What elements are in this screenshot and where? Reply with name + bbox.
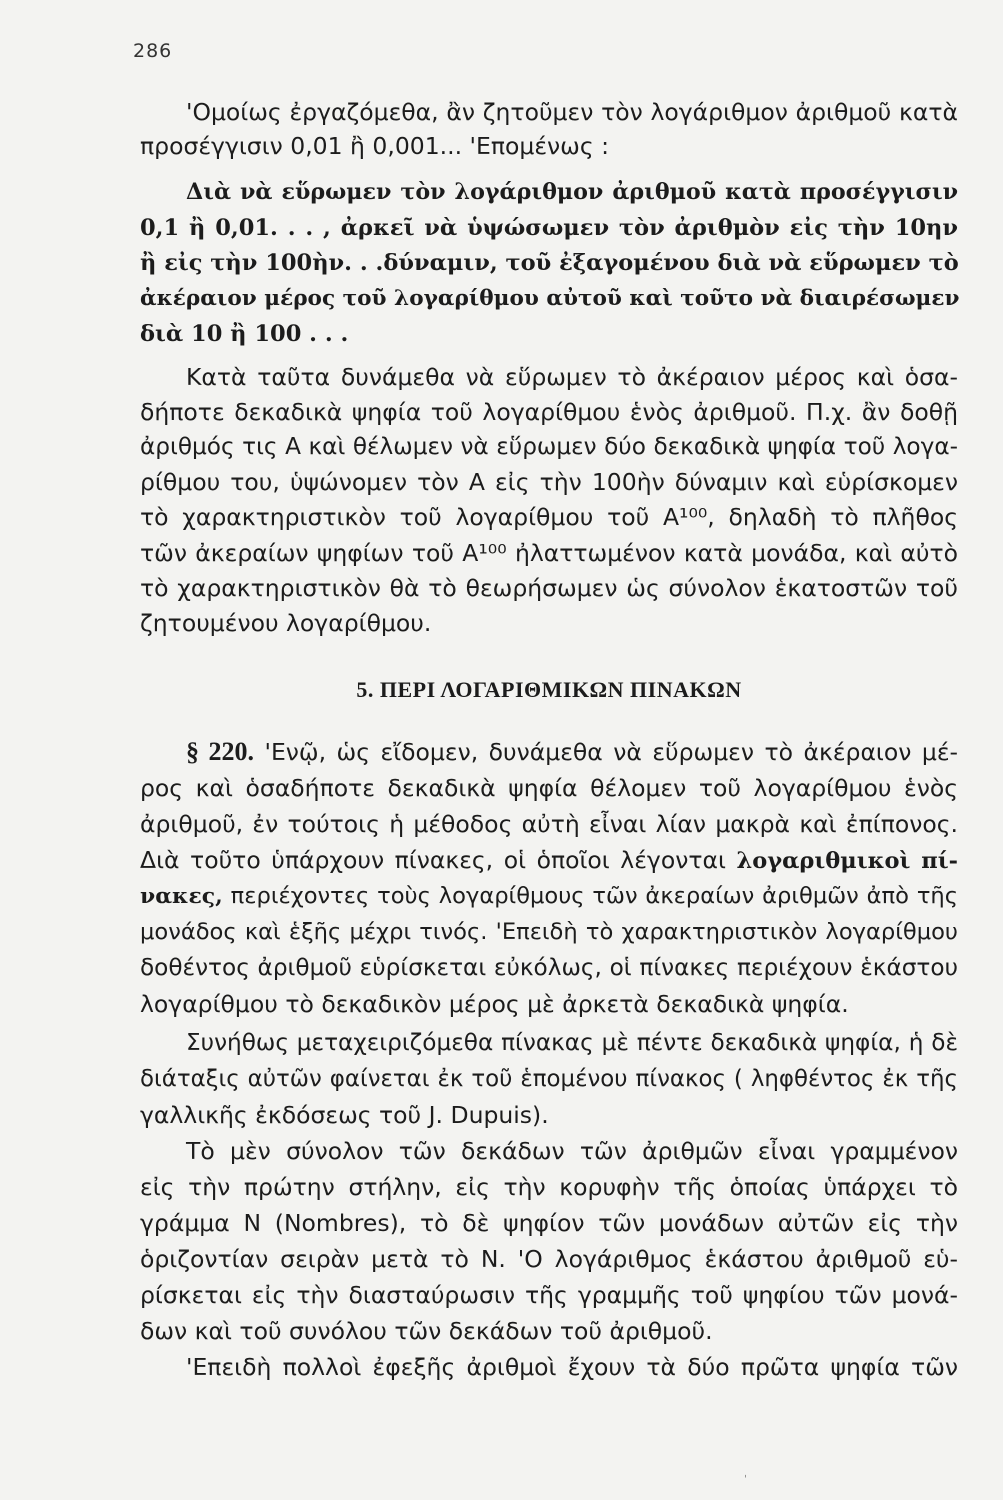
text-span: Διὰ τοῦτο ὑπάρχουν πίνακες, οἱ ὁποῖοι λέγονται — [140, 846, 726, 874]
text-line: γαλλικῆς ἐκδόσεως τοῦ J. Dupuis). — [140, 1101, 549, 1129]
text-line: τὸ χαρακτηριστικὸν τοῦ λογαρίθμου τοῦ Α¹⁰⁰, δηλαδὴ τὸ πλῆθος — [140, 503, 958, 531]
text-line: γράμμα Ν (Nombres), τὸ δὲ ψηφίον τῶν μονάδων αὐτῶν εἰς τὴν — [140, 1209, 958, 1237]
text-line: τὸ χαρακτηριστικὸν θὰ τὸ θεωρήσωμεν ὡς σύνολον ἑκατοστῶν τοῦ — [140, 574, 958, 602]
text-line: Κατὰ ταῦτα δυνάμεθα νὰ εὕρωμεν τὸ ἀκέραιον μέρος καὶ ὁσα- — [186, 363, 958, 391]
text-line: ρος καὶ ὁσαδήποτε δεκαδικὰ ψηφία θέλομεν τοῦ λογαρίθμου ἑνὸς — [140, 774, 958, 802]
rule-line: διὰ 10 ἢ 100 . . . — [140, 321, 349, 347]
text-line: Συνήθως μεταχειριζόμεθα πίνακας μὲ πέντε δεκαδικὰ ψηφία, ἡ δὲ — [186, 1029, 958, 1056]
text-line: δοθέντος ἀριθμοῦ εὑρίσκεται εὐκόλως, οἱ πίνακες περιέχουν ἑκάστου — [140, 954, 958, 981]
text-line: ὁριζοντίαν σειρὰν μετὰ τὸ Ν. 'Ο λογάριθμος ἑκάστου ἀριθμοῦ εὑ- — [140, 1245, 958, 1273]
text-line — [140, 881, 958, 911]
text-line: ἀριθμός τις Α καὶ θέλωμεν νὰ εὕρωμεν δύο δεκαδικὰ ψηφία τοῦ λογα- — [140, 433, 958, 460]
text-line: μονάδος καὶ ἑξῆς μέχρι τινός. 'Επειδὴ τὸ χαρακτηριστικὸν λογαρίθμου — [140, 919, 958, 945]
text-line: Τὸ μὲν σύνολον τῶν δεκάδων τῶν ἀριθμῶν εἶναι γραμμένον — [186, 1137, 958, 1165]
section-first-line — [140, 737, 958, 767]
text-line — [140, 845, 958, 876]
rule-line: 0,1 ἢ 0,01. . . , ἀρκεῖ νὰ ὑψώσωμεν τὸν ἀριθμὸν εἰς τὴν 10ην — [140, 215, 958, 241]
text-line: δήποτε δεκαδικὰ ψηφία τοῦ λογαρίθμου ἑνὸς ἀριθμοῦ. Π.χ. ἂν δοθῇ — [140, 398, 958, 426]
term-bold: λογαριθμικοὶ πί- — [736, 848, 958, 874]
text-line: δων καὶ τοῦ συνόλου τῶν δεκάδων τοῦ ἀριθμοῦ. — [140, 1317, 713, 1345]
text-line: λογαρίθμου τὸ δεκαδικὸν μέρος μὲ ἀρκετὰ δεκαδικὰ ψηφία. — [140, 990, 849, 1018]
rule-line: ἢ εἰς τὴν 100ὴν. . .δύναμιν, τοῦ ἐξαγομένου διὰ νὰ εὕρωμεν τὸ — [140, 250, 959, 276]
section-heading: 5. ΠΕΡΙ ΛΟΓΑΡΙΘΜΙΚΩΝ ΠΙΝΑΚΩΝ — [356, 677, 742, 702]
text-line: ζητουμένου λογαρίθμου. — [140, 609, 432, 637]
text-span: περιέχοντες τοὺς λογαρίθμους τῶν ἀκεραίων ἀριθμῶν ἀπὸ τῆς — [230, 883, 958, 909]
text-line: τῶν ἀκεραίων ψηφίων τοῦ Α¹⁰⁰ ἠλαττωμένον κατὰ μονάδα, καὶ αὐτὸ — [140, 539, 958, 567]
text-line: ρίθμου του, ὑψώνομεν τὸν Α εἰς τὴν 100ὴν δύναμιν καὶ εὑρίσκομεν — [140, 468, 958, 496]
term-bold: νακες, — [140, 883, 223, 909]
text-line: προσέγγισιν 0,01 ἢ 0,001... 'Επομένως : — [140, 132, 610, 160]
text-line: εἰς τὴν πρώτην στήλην, εἰς τὴν κορυφὴν τῆς ὁποίας ὑπάρχει τὸ — [140, 1173, 958, 1201]
text-span: 'Ενῷ, ὡς εἴδομεν, δυνάμεθα νὰ εὕρωμεν τὸ ἀκέραιον μέ- — [264, 738, 959, 766]
rule-line: Διὰ νὰ εὕρωμεν τὸν λογάριθμον ἀριθμοῦ κατὰ προσέγγισιν — [186, 179, 958, 205]
page-number: 286 — [133, 40, 173, 62]
scan-speck: ˌ — [744, 1468, 747, 1479]
rule-line: ἀκέραιον μέρος τοῦ λογαρίθμου αὐτοῦ καὶ τοῦτο νὰ διαιρέσωμεν — [140, 286, 960, 311]
text-line: ἀριθμοῦ, ἐν τούτοις ἡ μέθοδος αὐτὴ εἶναι λίαν μακρὰ καὶ ἐπίπονος. — [140, 810, 958, 838]
text-line: 'Επειδὴ πολλοὶ ἐφεξῆς ἀριθμοὶ ἔχουν τὰ δύο πρῶτα ψηφία τῶν — [186, 1353, 958, 1381]
text-line: διάταξις αὐτῶν φαίνεται ἐκ τοῦ ἑπομένου πίνακος ( ληφθέντος ἐκ τῆς — [140, 1066, 958, 1092]
section-number: § 220. — [186, 737, 255, 766]
text-line: 'Ομοίως ἐργαζόμεθα, ἂν ζητοῦμεν τὸν λογάριθμον ἀριθμοῦ κατὰ — [186, 98, 958, 126]
text-line: ρίσκεται εἰς τὴν διασταύρωσιν τῆς γραμμῆς τοῦ ψηφίου τῶν μονά- — [140, 1281, 958, 1309]
